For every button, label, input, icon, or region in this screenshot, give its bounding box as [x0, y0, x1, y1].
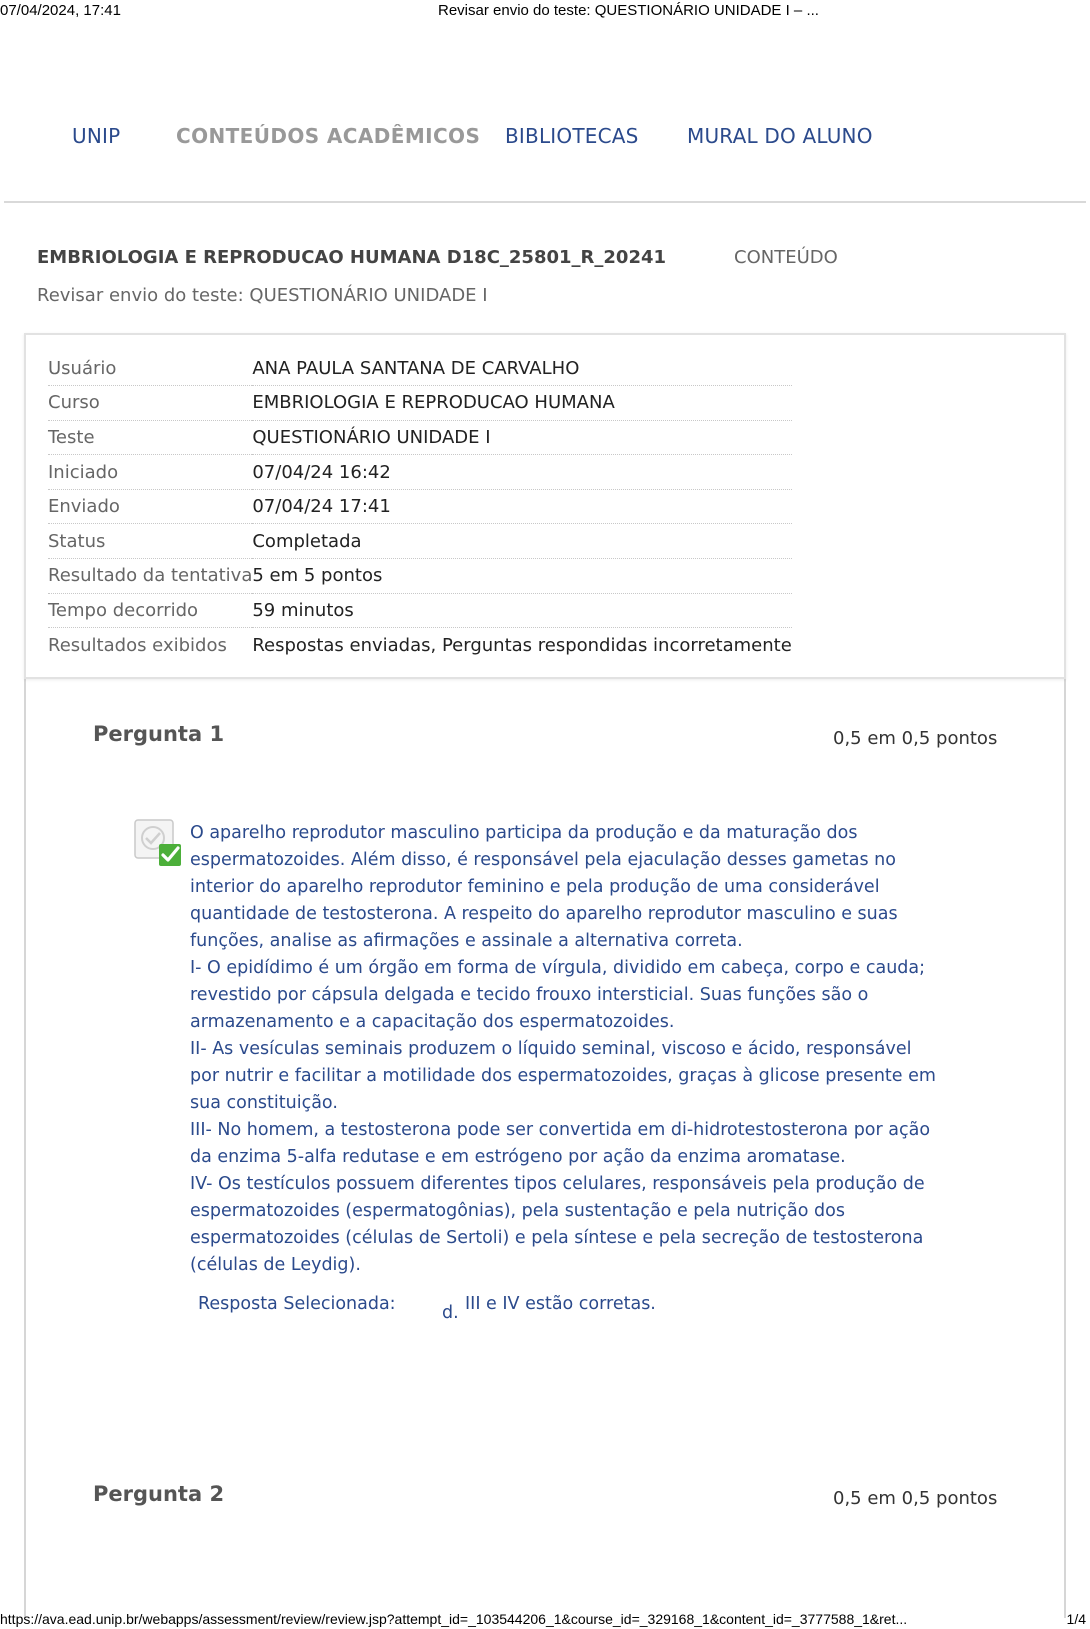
- question-line: por nutrir e facilitar a motilidade dos espermatozoides, graças à glicose presente em: [190, 1066, 936, 1086]
- question-line: (células de Leydig).: [190, 1255, 361, 1275]
- summary-row: [48, 455, 792, 490]
- question-1-title: Pergunta 1: [93, 722, 225, 746]
- nav-item-bibliotecas[interactable]: BIBLIOTECAS: [505, 124, 639, 148]
- top-navigation: [0, 122, 1090, 158]
- print-header: [0, 0, 1090, 22]
- summary-label: Enviado: [48, 489, 252, 524]
- summary-row: [48, 628, 792, 663]
- summary-row: [48, 420, 792, 455]
- question-line: funções, analise as afirmações e assinale a alternativa correta.: [190, 931, 743, 951]
- summary-label: Usuário: [48, 351, 252, 386]
- summary-value: ANA PAULA SANTANA DE CARVALHO: [252, 351, 792, 386]
- question-1-points: 0,5 em 0,5 pontos: [833, 728, 998, 749]
- summary-label: Teste: [48, 420, 252, 455]
- summary-label: Resultado da tentativa: [48, 559, 252, 594]
- summary-row: [48, 593, 792, 628]
- question-line: IV- Os testículos possuem diferentes tipos celulares, responsáveis pela produção de: [190, 1174, 925, 1194]
- print-page-number: 1/4: [1066, 1611, 1086, 1627]
- summary-label: Curso: [48, 386, 252, 421]
- question-2-title: Pergunta 2: [93, 1482, 225, 1506]
- question-line: O aparelho reprodutor masculino participa da produção e da maturação dos: [190, 823, 858, 843]
- nav-divider: [4, 201, 1086, 203]
- question-line: armazenamento e a capacitação dos espermatozoides.: [190, 1012, 675, 1032]
- summary-value: EMBRIOLOGIA E REPRODUCAO HUMANA: [252, 386, 792, 421]
- attempt-summary-table: [48, 351, 792, 662]
- summary-value: QUESTIONÁRIO UNIDADE I: [252, 420, 792, 455]
- selected-answer-letter: d.: [442, 1303, 459, 1323]
- summary-row: [48, 351, 792, 386]
- question-line: sua constituição.: [190, 1093, 338, 1113]
- course-title: EMBRIOLOGIA E REPRODUCAO HUMANA D18C_25801_R_20241: [37, 247, 667, 268]
- question-line: espermatozoides (espermatogônias), pela sustentação e pela nutrição dos: [190, 1201, 845, 1221]
- question-line: espermatozoides. Além disso, é responsável pela ejaculação desses gametas no: [190, 850, 896, 870]
- question-line: espermatozoides (células de Sertoli) e pela síntese e pela secreção de testosterona: [190, 1228, 924, 1248]
- summary-row: [48, 489, 792, 524]
- nav-item-conteudos-academicos[interactable]: CONTEÚDOS ACADÊMICOS: [176, 124, 481, 148]
- summary-label: Tempo decorrido: [48, 593, 252, 628]
- summary-value: Respostas enviadas, Perguntas respondidas incorretamente: [252, 634, 792, 656]
- summary-label: Resultados exibidos: [48, 634, 227, 656]
- question-1-text: [190, 820, 970, 1279]
- summary-label: Status: [48, 524, 252, 559]
- summary-value: 07/04/24 17:41: [252, 489, 792, 524]
- selected-answer-text: III e IV estão corretas.: [465, 1294, 656, 1314]
- print-url: https://ava.ead.unip.br/webapps/assessment/review/review.jsp?attempt_id=_103544206_1&course_id=_329168_1&content_id=_3777588_1&ret...: [0, 1611, 908, 1627]
- summary-row: [48, 386, 792, 421]
- content-link[interactable]: CONTEÚDO: [734, 247, 838, 268]
- question-line: I- O epidídimo é um órgão em forma de vírgula, dividido em cabeça, corpo e cauda;: [190, 958, 926, 978]
- nav-item-mural-do-aluno[interactable]: MURAL DO ALUNO: [687, 124, 873, 148]
- summary-label: Iniciado: [48, 455, 252, 490]
- summary-value: Completada: [252, 524, 792, 559]
- print-datetime: 07/04/2024, 17:41: [0, 2, 121, 19]
- summary-value: 5 em 5 pontos: [252, 559, 792, 594]
- nav-item-unip[interactable]: UNIP: [72, 124, 121, 148]
- correct-check-icon: [133, 818, 185, 870]
- summary-row: [48, 524, 792, 559]
- question-line: revestido por cápsula delgada e tecido frouxo intersticial. Suas funções são o: [190, 985, 869, 1005]
- question-line: quantidade de testosterona. A respeito do aparelho reprodutor masculino e suas: [190, 904, 898, 924]
- question-2-points: 0,5 em 0,5 pontos: [833, 1488, 998, 1509]
- summary-row: [48, 559, 792, 594]
- question-line: III- No homem, a testosterona pode ser convertida em di-hidrotestosterona por ação: [190, 1120, 931, 1140]
- print-page-title: Revisar envio do teste: QUESTIONÁRIO UNIDADE I – ...: [438, 2, 819, 19]
- question-line: da enzima 5-alfa redutase e em estrógeno por ação da enzima aromatase.: [190, 1147, 846, 1167]
- summary-value: 59 minutos: [252, 593, 792, 628]
- page-subtitle: Revisar envio do teste: QUESTIONÁRIO UNIDADE I: [37, 285, 488, 306]
- selected-answer-label: Resposta Selecionada:: [198, 1294, 396, 1314]
- question-line: interior do aparelho reprodutor feminino e pela produção de uma considerável: [190, 877, 880, 897]
- summary-value: 07/04/24 16:42: [252, 455, 792, 490]
- question-line: II- As vesículas seminais produzem o líquido seminal, viscoso e ácido, responsável: [190, 1039, 912, 1059]
